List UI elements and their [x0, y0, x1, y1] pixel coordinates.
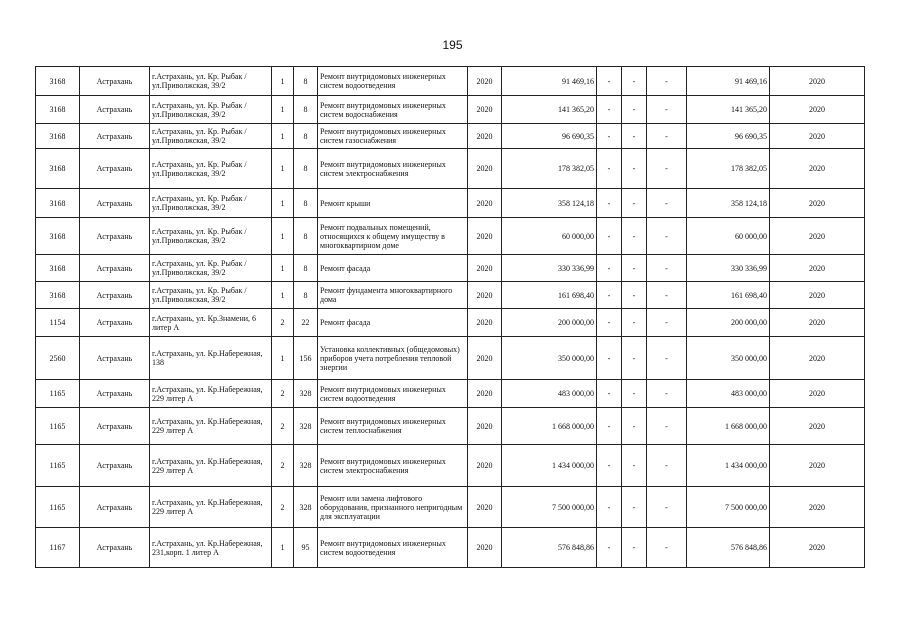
total-cost-cell: 483 000,00	[502, 380, 597, 408]
year-end-cell: 2020	[770, 337, 865, 380]
year-end-cell: 2020	[770, 124, 865, 149]
year-end-cell: 2020	[770, 445, 865, 487]
record-id-cell: 3168	[36, 124, 80, 149]
count-cell: 8	[294, 96, 318, 124]
table-row	[36, 189, 865, 218]
address-cell: г.Астрахань, ул. Кр. Рыбак / ул.Приволжская, 39/2	[150, 96, 272, 124]
table-body	[36, 67, 865, 568]
table-row	[36, 255, 865, 282]
count-cell: 328	[294, 487, 318, 528]
address-cell: г.Астрахань, ул. Кр. Рыбак / ул.Приволжская, 39/2	[150, 124, 272, 149]
fund-2-cell: -	[622, 96, 647, 124]
address-cell: г.Астрахань, ул. Кр. Рыбак / ул.Приволжская, 39/2	[150, 149, 272, 189]
fund-1-cell: -	[597, 487, 622, 528]
work-type-cell: Ремонт крыши	[318, 189, 468, 218]
fund-3-cell: -	[647, 218, 687, 255]
fund-2-cell: -	[622, 408, 647, 445]
table-row	[36, 445, 865, 487]
city-cell: Астрахань	[80, 408, 150, 445]
num-cell: 1	[272, 67, 294, 96]
fund-1-cell: -	[597, 380, 622, 408]
year-end-cell: 2020	[770, 96, 865, 124]
num-cell: 2	[272, 445, 294, 487]
count-cell: 8	[294, 218, 318, 255]
count-cell: 8	[294, 149, 318, 189]
year-end-cell: 2020	[770, 528, 865, 568]
work-type-cell: Ремонт внутридомовых инженерных систем водоотведения	[318, 67, 468, 96]
year-cell: 2020	[468, 149, 502, 189]
fund-1-cell: -	[597, 149, 622, 189]
city-cell: Астрахань	[80, 218, 150, 255]
table-row	[36, 337, 865, 380]
work-type-cell: Установка коллективных (общедомовых) приборов учета потребления тепловой энергии	[318, 337, 468, 380]
fund-1-cell: -	[597, 218, 622, 255]
city-cell: Астрахань	[80, 255, 150, 282]
count-cell: 328	[294, 445, 318, 487]
record-id-cell: 3168	[36, 218, 80, 255]
num-cell: 2	[272, 487, 294, 528]
year-cell: 2020	[468, 218, 502, 255]
count-cell: 8	[294, 189, 318, 218]
year-cell: 2020	[468, 282, 502, 309]
address-cell: г.Астрахань, ул. Кр. Рыбак / ул.Приволжская, 39/2	[150, 255, 272, 282]
num-cell: 1	[272, 528, 294, 568]
own-funds-cell: 7 500 000,00	[687, 487, 770, 528]
city-cell: Астрахань	[80, 67, 150, 96]
fund-3-cell: -	[647, 124, 687, 149]
table-row	[36, 149, 865, 189]
work-type-cell: Ремонт фасада	[318, 255, 468, 282]
year-cell: 2020	[468, 255, 502, 282]
record-id-cell: 3168	[36, 149, 80, 189]
total-cost-cell: 1 434 000,00	[502, 445, 597, 487]
fund-2-cell: -	[622, 337, 647, 380]
fund-2-cell: -	[622, 124, 647, 149]
address-cell: г.Астрахань, ул. Кр.Набережная, 231,корп. 1 литер А	[150, 528, 272, 568]
count-cell: 95	[294, 528, 318, 568]
city-cell: Астрахань	[80, 445, 150, 487]
city-cell: Астрахань	[80, 96, 150, 124]
own-funds-cell: 178 382,05	[687, 149, 770, 189]
fund-2-cell: -	[622, 218, 647, 255]
fund-3-cell: -	[647, 189, 687, 218]
work-type-cell: Ремонт внутридомовых инженерных систем водоотведения	[318, 380, 468, 408]
fund-1-cell: -	[597, 96, 622, 124]
year-end-cell: 2020	[770, 408, 865, 445]
address-cell: г.Астрахань, ул. Кр. Рыбак / ул.Приволжская, 39/2	[150, 282, 272, 309]
fund-1-cell: -	[597, 445, 622, 487]
fund-3-cell: -	[647, 255, 687, 282]
record-id-cell: 3168	[36, 255, 80, 282]
fund-3-cell: -	[647, 282, 687, 309]
record-id-cell: 3168	[36, 282, 80, 309]
own-funds-cell: 576 848,86	[687, 528, 770, 568]
num-cell: 1	[272, 189, 294, 218]
year-end-cell: 2020	[770, 67, 865, 96]
fund-2-cell: -	[622, 487, 647, 528]
record-id-cell: 1165	[36, 445, 80, 487]
own-funds-cell: 350 000,00	[687, 337, 770, 380]
year-cell: 2020	[468, 189, 502, 218]
work-type-cell: Ремонт внутридомовых инженерных систем электроснабжения	[318, 445, 468, 487]
year-cell: 2020	[468, 380, 502, 408]
total-cost-cell: 161 698,40	[502, 282, 597, 309]
address-cell: г.Астрахань, ул. Кр.Набережная, 229 литер А	[150, 487, 272, 528]
table-row	[36, 309, 865, 337]
record-id-cell: 1165	[36, 380, 80, 408]
fund-1-cell: -	[597, 309, 622, 337]
table-row	[36, 380, 865, 408]
count-cell: 8	[294, 124, 318, 149]
year-end-cell: 2020	[770, 487, 865, 528]
address-cell: г.Астрахань, ул. Кр.Знамени, 6 литер А	[150, 309, 272, 337]
num-cell: 1	[272, 96, 294, 124]
year-end-cell: 2020	[770, 149, 865, 189]
total-cost-cell: 7 500 000,00	[502, 487, 597, 528]
year-end-cell: 2020	[770, 380, 865, 408]
num-cell: 1	[272, 124, 294, 149]
address-cell: г.Астрахань, ул. Кр. Рыбак / ул.Приволжская, 39/2	[150, 189, 272, 218]
fund-3-cell: -	[647, 309, 687, 337]
fund-2-cell: -	[622, 309, 647, 337]
record-id-cell: 2560	[36, 337, 80, 380]
count-cell: 328	[294, 408, 318, 445]
work-type-cell: Ремонт внутридомовых инженерных систем водоснабжения	[318, 96, 468, 124]
table-row	[36, 408, 865, 445]
fund-1-cell: -	[597, 528, 622, 568]
fund-1-cell: -	[597, 408, 622, 445]
count-cell: 8	[294, 67, 318, 96]
fund-3-cell: -	[647, 528, 687, 568]
city-cell: Астрахань	[80, 337, 150, 380]
year-end-cell: 2020	[770, 218, 865, 255]
repair-plan-table	[35, 66, 865, 568]
page-number: 195	[442, 38, 463, 52]
count-cell: 156	[294, 337, 318, 380]
num-cell: 1	[272, 218, 294, 255]
num-cell: 1	[272, 282, 294, 309]
fund-1-cell: -	[597, 189, 622, 218]
city-cell: Астрахань	[80, 149, 150, 189]
year-end-cell: 2020	[770, 309, 865, 337]
year-cell: 2020	[468, 67, 502, 96]
num-cell: 2	[272, 408, 294, 445]
city-cell: Астрахань	[80, 380, 150, 408]
fund-1-cell: -	[597, 337, 622, 380]
work-type-cell: Ремонт подвальных помещений, относящихся к общему имуществу в многоквартирном доме	[318, 218, 468, 255]
num-cell: 1	[272, 255, 294, 282]
fund-3-cell: -	[647, 149, 687, 189]
fund-2-cell: -	[622, 282, 647, 309]
own-funds-cell: 60 000,00	[687, 218, 770, 255]
table-row	[36, 96, 865, 124]
own-funds-cell: 1 434 000,00	[687, 445, 770, 487]
city-cell: Астрахань	[80, 282, 150, 309]
table-row	[36, 282, 865, 309]
record-id-cell: 3168	[36, 96, 80, 124]
fund-2-cell: -	[622, 67, 647, 96]
fund-3-cell: -	[647, 67, 687, 96]
total-cost-cell: 60 000,00	[502, 218, 597, 255]
year-end-cell: 2020	[770, 255, 865, 282]
table-row	[36, 124, 865, 149]
total-cost-cell: 330 336,99	[502, 255, 597, 282]
own-funds-cell: 358 124,18	[687, 189, 770, 218]
fund-1-cell: -	[597, 67, 622, 96]
address-cell: г.Астрахань, ул. Кр.Набережная, 138	[150, 337, 272, 380]
table-row	[36, 218, 865, 255]
own-funds-cell: 141 365,20	[687, 96, 770, 124]
fund-2-cell: -	[622, 528, 647, 568]
year-cell: 2020	[468, 487, 502, 528]
total-cost-cell: 96 690,35	[502, 124, 597, 149]
address-cell: г.Астрахань, ул. Кр. Рыбак / ул.Приволжская, 39/2	[150, 67, 272, 96]
year-cell: 2020	[468, 445, 502, 487]
count-cell: 22	[294, 309, 318, 337]
fund-3-cell: -	[647, 408, 687, 445]
record-id-cell: 1154	[36, 309, 80, 337]
fund-1-cell: -	[597, 124, 622, 149]
address-cell: г.Астрахань, ул. Кр.Набережная, 229 литер А	[150, 408, 272, 445]
work-type-cell: Ремонт фасада	[318, 309, 468, 337]
work-type-cell: Ремонт фундамента многоквартирного дома	[318, 282, 468, 309]
total-cost-cell: 1 668 000,00	[502, 408, 597, 445]
own-funds-cell: 91 469,16	[687, 67, 770, 96]
total-cost-cell: 178 382,05	[502, 149, 597, 189]
num-cell: 2	[272, 380, 294, 408]
year-cell: 2020	[468, 408, 502, 445]
own-funds-cell: 161 698,40	[687, 282, 770, 309]
year-cell: 2020	[468, 309, 502, 337]
count-cell: 8	[294, 282, 318, 309]
own-funds-cell: 483 000,00	[687, 380, 770, 408]
fund-3-cell: -	[647, 380, 687, 408]
record-id-cell: 1167	[36, 528, 80, 568]
fund-2-cell: -	[622, 445, 647, 487]
count-cell: 328	[294, 380, 318, 408]
work-type-cell: Ремонт внутридомовых инженерных систем теплоснабжения	[318, 408, 468, 445]
fund-1-cell: -	[597, 282, 622, 309]
total-cost-cell: 91 469,16	[502, 67, 597, 96]
work-type-cell: Ремонт внутридомовых инженерных систем газоснабжения	[318, 124, 468, 149]
fund-2-cell: -	[622, 149, 647, 189]
num-cell: 1	[272, 337, 294, 380]
year-end-cell: 2020	[770, 282, 865, 309]
city-cell: Астрахань	[80, 487, 150, 528]
table-row	[36, 528, 865, 568]
record-id-cell: 3168	[36, 67, 80, 96]
total-cost-cell: 576 848,86	[502, 528, 597, 568]
own-funds-cell: 330 336,99	[687, 255, 770, 282]
year-cell: 2020	[468, 528, 502, 568]
fund-3-cell: -	[647, 96, 687, 124]
year-end-cell: 2020	[770, 189, 865, 218]
address-cell: г.Астрахань, ул. Кр. Рыбак / ул.Приволжская, 39/2	[150, 218, 272, 255]
num-cell: 1	[272, 149, 294, 189]
record-id-cell: 1165	[36, 487, 80, 528]
year-cell: 2020	[468, 96, 502, 124]
city-cell: Астрахань	[80, 309, 150, 337]
table-row	[36, 67, 865, 96]
year-cell: 2020	[468, 337, 502, 380]
work-type-cell: Ремонт внутридомовых инженерных систем водоотведения	[318, 528, 468, 568]
total-cost-cell: 350 000,00	[502, 337, 597, 380]
fund-2-cell: -	[622, 255, 647, 282]
fund-3-cell: -	[647, 445, 687, 487]
own-funds-cell: 200 000,00	[687, 309, 770, 337]
total-cost-cell: 141 365,20	[502, 96, 597, 124]
address-cell: г.Астрахань, ул. Кр.Набережная, 229 литер А	[150, 445, 272, 487]
fund-2-cell: -	[622, 380, 647, 408]
city-cell: Астрахань	[80, 528, 150, 568]
total-cost-cell: 358 124,18	[502, 189, 597, 218]
num-cell: 2	[272, 309, 294, 337]
fund-3-cell: -	[647, 487, 687, 528]
record-id-cell: 1165	[36, 408, 80, 445]
work-type-cell: Ремонт внутридомовых инженерных систем электроснабжения	[318, 149, 468, 189]
city-cell: Астрахань	[80, 124, 150, 149]
address-cell: г.Астрахань, ул. Кр.Набережная, 229 литер А	[150, 380, 272, 408]
total-cost-cell: 200 000,00	[502, 309, 597, 337]
record-id-cell: 3168	[36, 189, 80, 218]
count-cell: 8	[294, 255, 318, 282]
year-cell: 2020	[468, 124, 502, 149]
work-type-cell: Ремонт или замена лифтового оборудования, признанного непригодным для эксплуатации	[318, 487, 468, 528]
table-row	[36, 487, 865, 528]
fund-3-cell: -	[647, 337, 687, 380]
fund-2-cell: -	[622, 189, 647, 218]
own-funds-cell: 96 690,35	[687, 124, 770, 149]
fund-1-cell: -	[597, 255, 622, 282]
own-funds-cell: 1 668 000,00	[687, 408, 770, 445]
city-cell: Астрахань	[80, 189, 150, 218]
